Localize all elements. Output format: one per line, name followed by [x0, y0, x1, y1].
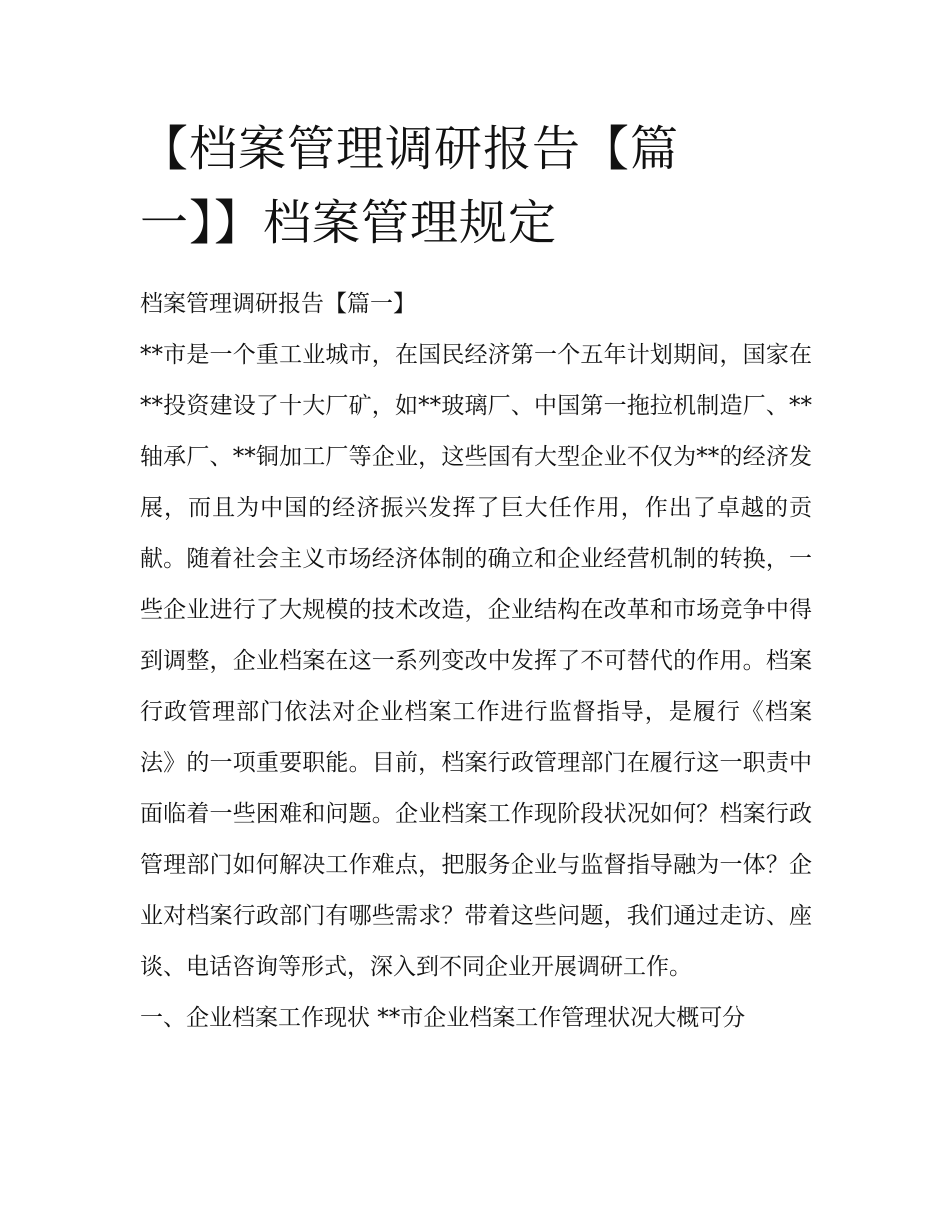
body-paragraph: **市是一个重工业城市，在国民经济第一个五年计划期间，国家在**投资建设了十大厂矿，如**玻璃厂、中国第一拖拉机制造厂、**轴承厂、**铜加工厂等企业，这些国有大型企业不仅为**的经济发展，而且为中国的经济振兴发挥了巨大任作用，作出了卓越的贡献。随着社会主义市场经济体制的确立和企业经营机制的转换，一些企业进行了大规模的技术改造，企业结构在改革和市场竞争中得到调整，企业档案在这一系列变改中发挥了不可替代的作用。档案行政管理部门依法对企业档案工作进行监督指导，是履行《档案法》的一项重要职能。目前，档案行政管理部门在履行这一职责中面临着一些困难和问题。企业档案工作现阶段状况如何？档案行政管理部门如何解决工作难点，把服务企业与监督指导融为一体？企业对档案行政部门有哪些需求？带着这些问题，我们通过走访、座谈、电话咨询等形式，深入到不同企业开展调研工作。	[140, 342, 812, 980]
section-heading-line: 一、企业档案工作现状 **市企业档案工作管理状况大概可分	[140, 1005, 746, 1031]
document-content	[140, 112, 812, 1044]
document-title: 【档案管理调研报告【篇一】】档案管理规定	[140, 121, 680, 251]
document-subtitle: 档案管理调研报告【篇一】	[140, 291, 416, 317]
